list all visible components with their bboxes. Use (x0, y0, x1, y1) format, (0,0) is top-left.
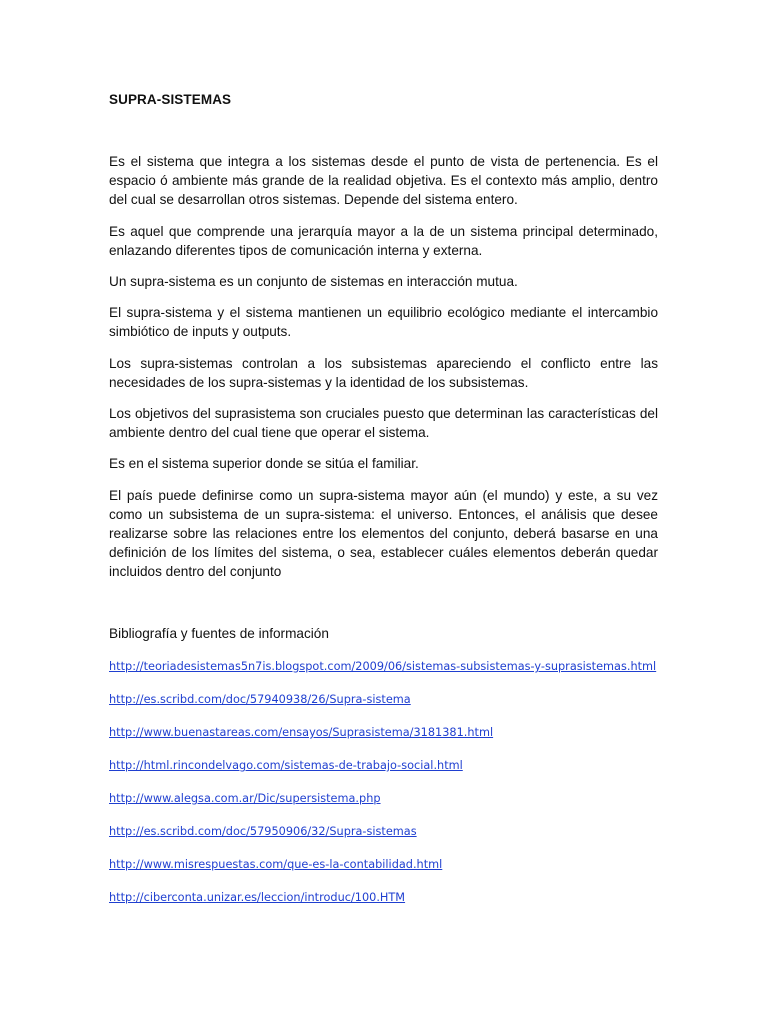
bibliography-link-5[interactable]: http://www.alegsa.com.ar/Dic/supersistema.php (109, 792, 381, 805)
bibliography-link-4[interactable]: http://html.rincondelvago.com/sistemas-de-trabajo-social.html (109, 759, 463, 772)
paragraph-country-example: El país puede definirse como un supra-sistema mayor aún (el mundo) y este, a su vez como un subsistema de un supra-sistema: el universo. Entonces, el análisis que desee realizarse sobre las relaciones entre los elementos del conjunto, deberá basarse en una definición de los límites del sistema, o sea, establecer cuáles elementos deberán quedar incluidos dentro del conjunto (109, 487, 658, 580)
document-body (109, 152, 658, 594)
paragraph-control: Los supra-sistemas controlan a los subsistemas apareciendo el conflicto entre las necesidades de los supra-sistemas y la identidad de los subsistemas. (109, 355, 658, 390)
paragraph-interaction: Un supra-sistema es un conjunto de sistemas en interacción mutua. (109, 274, 518, 290)
bibliography-link-6[interactable]: http://es.scribd.com/doc/57950906/32/Supra-sistemas (109, 825, 417, 838)
paragraph-definition: Es el sistema que integra a los sistemas desde el punto de vista de pertenencia. Es el espacio ó ambiente más grande de la realidad objetiva. Es el contexto más amplio, dentro del cual se desarrollan otros sistemas. Depende del sistema entero. (109, 154, 658, 208)
bibliography-link-2[interactable]: http://es.scribd.com/doc/57940938/26/Supra-sistema (109, 693, 411, 706)
bibliography-link-7[interactable]: http://www.misrespuestas.com/que-es-la-contabilidad.html (109, 858, 443, 871)
bibliography-list (109, 658, 658, 922)
document-title: SUPRA-SISTEMAS (109, 92, 232, 107)
paragraph-superior-system: Es en el sistema superior donde se sitúa el familiar. (109, 456, 419, 472)
bibliography-link-3[interactable]: http://www.buenastareas.com/ensayos/Suprasistema/3181381.html (109, 726, 494, 739)
paragraph-equilibrium: El supra-sistema y el sistema mantienen un equilibrio ecológico mediante el intercambio simbiótico de inputs y outputs. (109, 305, 658, 340)
bibliography-heading: Bibliografía y fuentes de información (109, 626, 329, 641)
bibliography-link-8[interactable]: http://ciberconta.unizar.es/leccion/introduc/100.HTM (109, 891, 406, 904)
paragraph-hierarchy: Es aquel que comprende una jerarquía mayor a la de un sistema principal determinado, enlazando diferentes tipos de comunicación interna y externa. (109, 223, 658, 258)
bibliography-link-1[interactable]: http://teoriadesistemas5n7is.blogspot.com/2009/06/sistemas-subsistemas-y-suprasistemas.html (109, 660, 657, 673)
paragraph-objectives: Los objetivos del suprasistema son cruciales puesto que determinan las características del ambiente dentro del cual tiene que operar el sistema. (109, 406, 658, 441)
